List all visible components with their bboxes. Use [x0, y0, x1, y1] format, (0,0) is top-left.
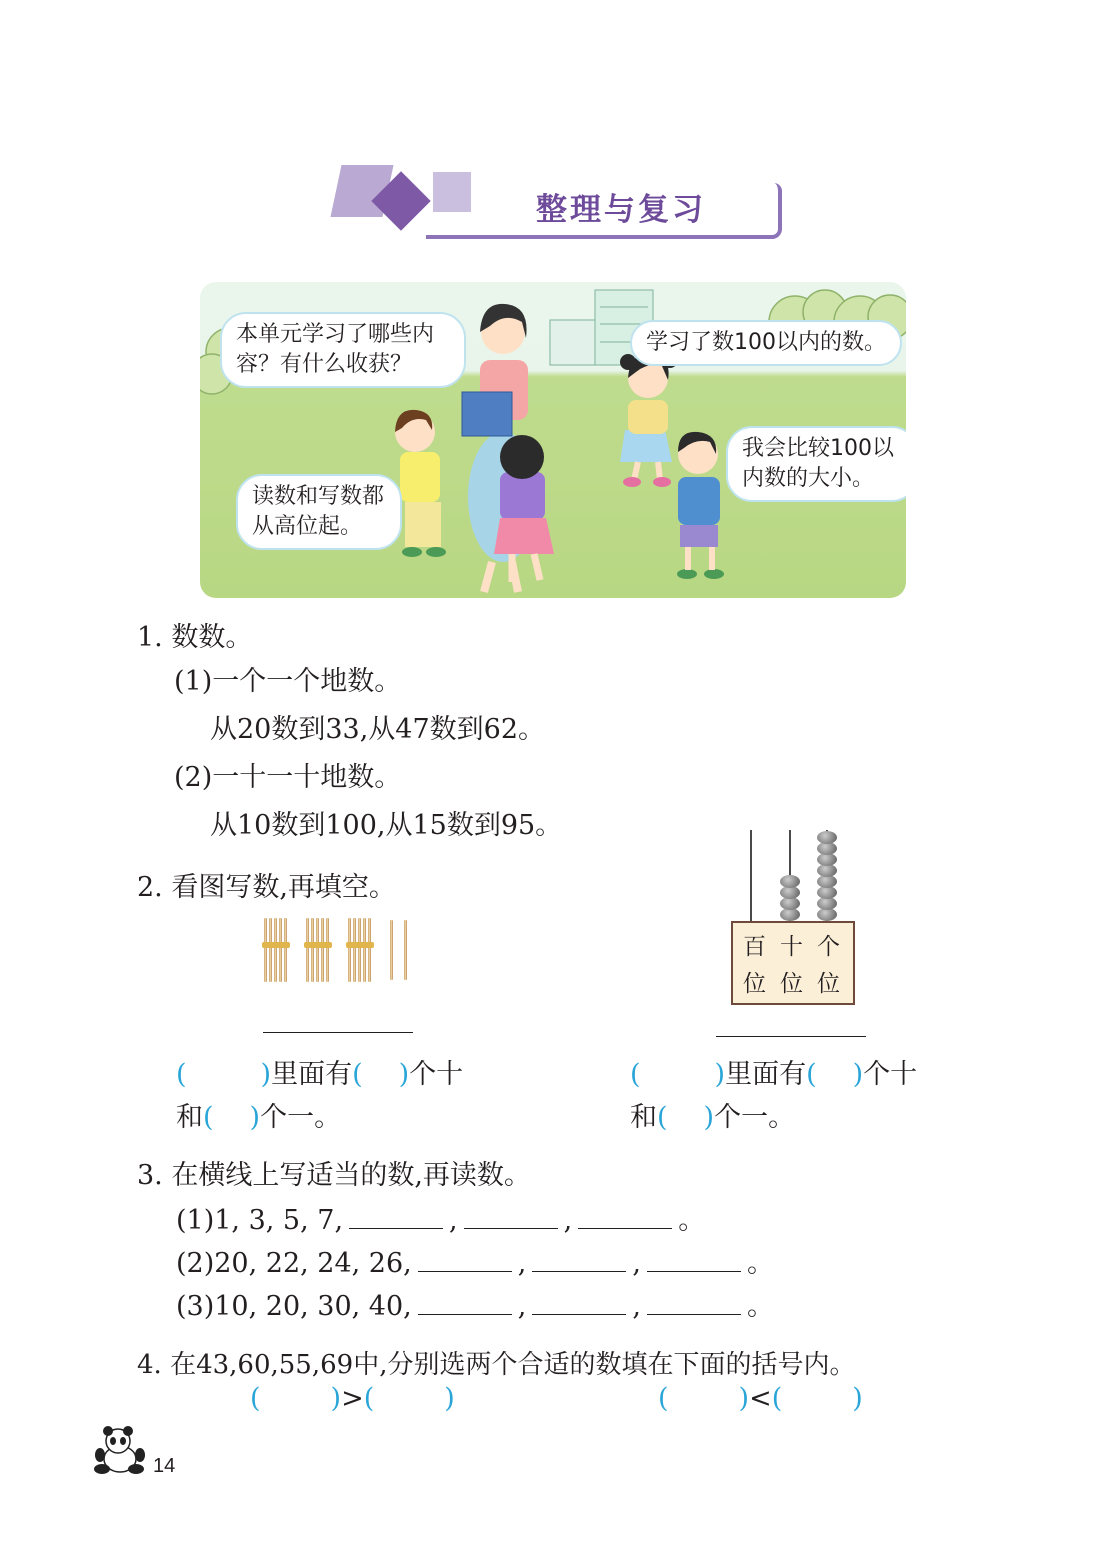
q3-title: 3. 在横线上写适当的数,再读数。 [137, 1160, 531, 1191]
q1-part1-text: 从20数到33,从47数到62。 [210, 714, 546, 745]
q3-row-1: (1)1, 3, 5, 7, , , 。 [176, 1205, 706, 1236]
q1-part2: (2)一十一十地数。 [174, 762, 402, 793]
blank[interactable] [532, 1247, 626, 1272]
boy-left-figure [395, 410, 446, 557]
boy-right-figure [677, 432, 724, 579]
speech-bubble-boy-right: 我会比较100以内数的大小。 [726, 426, 906, 502]
q1-title: 1. 数数。 [137, 622, 253, 653]
blank[interactable] [418, 1290, 512, 1315]
label-place-1: 位 [743, 971, 766, 997]
label-tens: 十 [780, 934, 803, 960]
speech-bubble-girl: 学习了数100以内的数。 [630, 320, 902, 366]
q2-left-line2: 和( )个一。 [176, 1102, 342, 1133]
q2-right-line1: ( )里面有( )个十 [630, 1059, 918, 1090]
q2-left-line1: ( )里面有( )个十 [176, 1059, 464, 1090]
blank[interactable] [349, 1204, 443, 1229]
blank[interactable] [578, 1204, 672, 1229]
blank[interactable] [532, 1290, 626, 1315]
page-number: 14 [153, 1455, 176, 1477]
answer-line-left[interactable] [263, 1032, 413, 1033]
section-title: 整理与复习 [536, 192, 706, 228]
label-hundreds: 百 [743, 934, 766, 960]
q1-part1: (1)一个一个地数。 [174, 666, 402, 697]
panda-icon [92, 1425, 148, 1475]
q2-title: 2. 看图写数,再填空。 [137, 872, 396, 903]
blank[interactable] [647, 1247, 741, 1272]
blank[interactable] [464, 1204, 558, 1229]
abacus-place-value-box [731, 921, 855, 1005]
blank[interactable] [647, 1290, 741, 1315]
abacus-bead [817, 831, 837, 844]
blank[interactable] [418, 1247, 512, 1272]
q1-part2-text: 从10数到100,从15数到95。 [210, 810, 563, 841]
q4-greater-than: ( )>( ) [250, 1383, 455, 1414]
q3-row-2: (2)20, 22, 24, 26, , , 。 [176, 1248, 774, 1279]
label-place-3: 位 [817, 971, 840, 997]
q4-less-than: ( )<( ) [658, 1383, 863, 1414]
q2-right-line2: 和( )个一。 [630, 1102, 796, 1133]
classroom-illustration [200, 282, 906, 598]
speech-bubble-teacher: 本单元学习了哪些内容？有什么收获？ [220, 312, 466, 388]
answer-line-right[interactable] [716, 1036, 866, 1037]
q3-row-3: (3)10, 20, 30, 40, , , 。 [176, 1291, 774, 1322]
label-ones: 个 [817, 934, 840, 960]
label-place-2: 位 [780, 971, 803, 997]
q4-title: 4. 在43,60,55,69中,分别选两个合适的数填在下面的括号内。 [137, 1350, 856, 1380]
bracket-open[interactable]: ( [176, 1059, 187, 1090]
speech-bubble-boy-left: 读数和写数都从高位起。 [236, 474, 402, 550]
counting-sticks [262, 918, 422, 988]
abacus-bead [780, 875, 800, 888]
girl-figure [620, 352, 678, 487]
